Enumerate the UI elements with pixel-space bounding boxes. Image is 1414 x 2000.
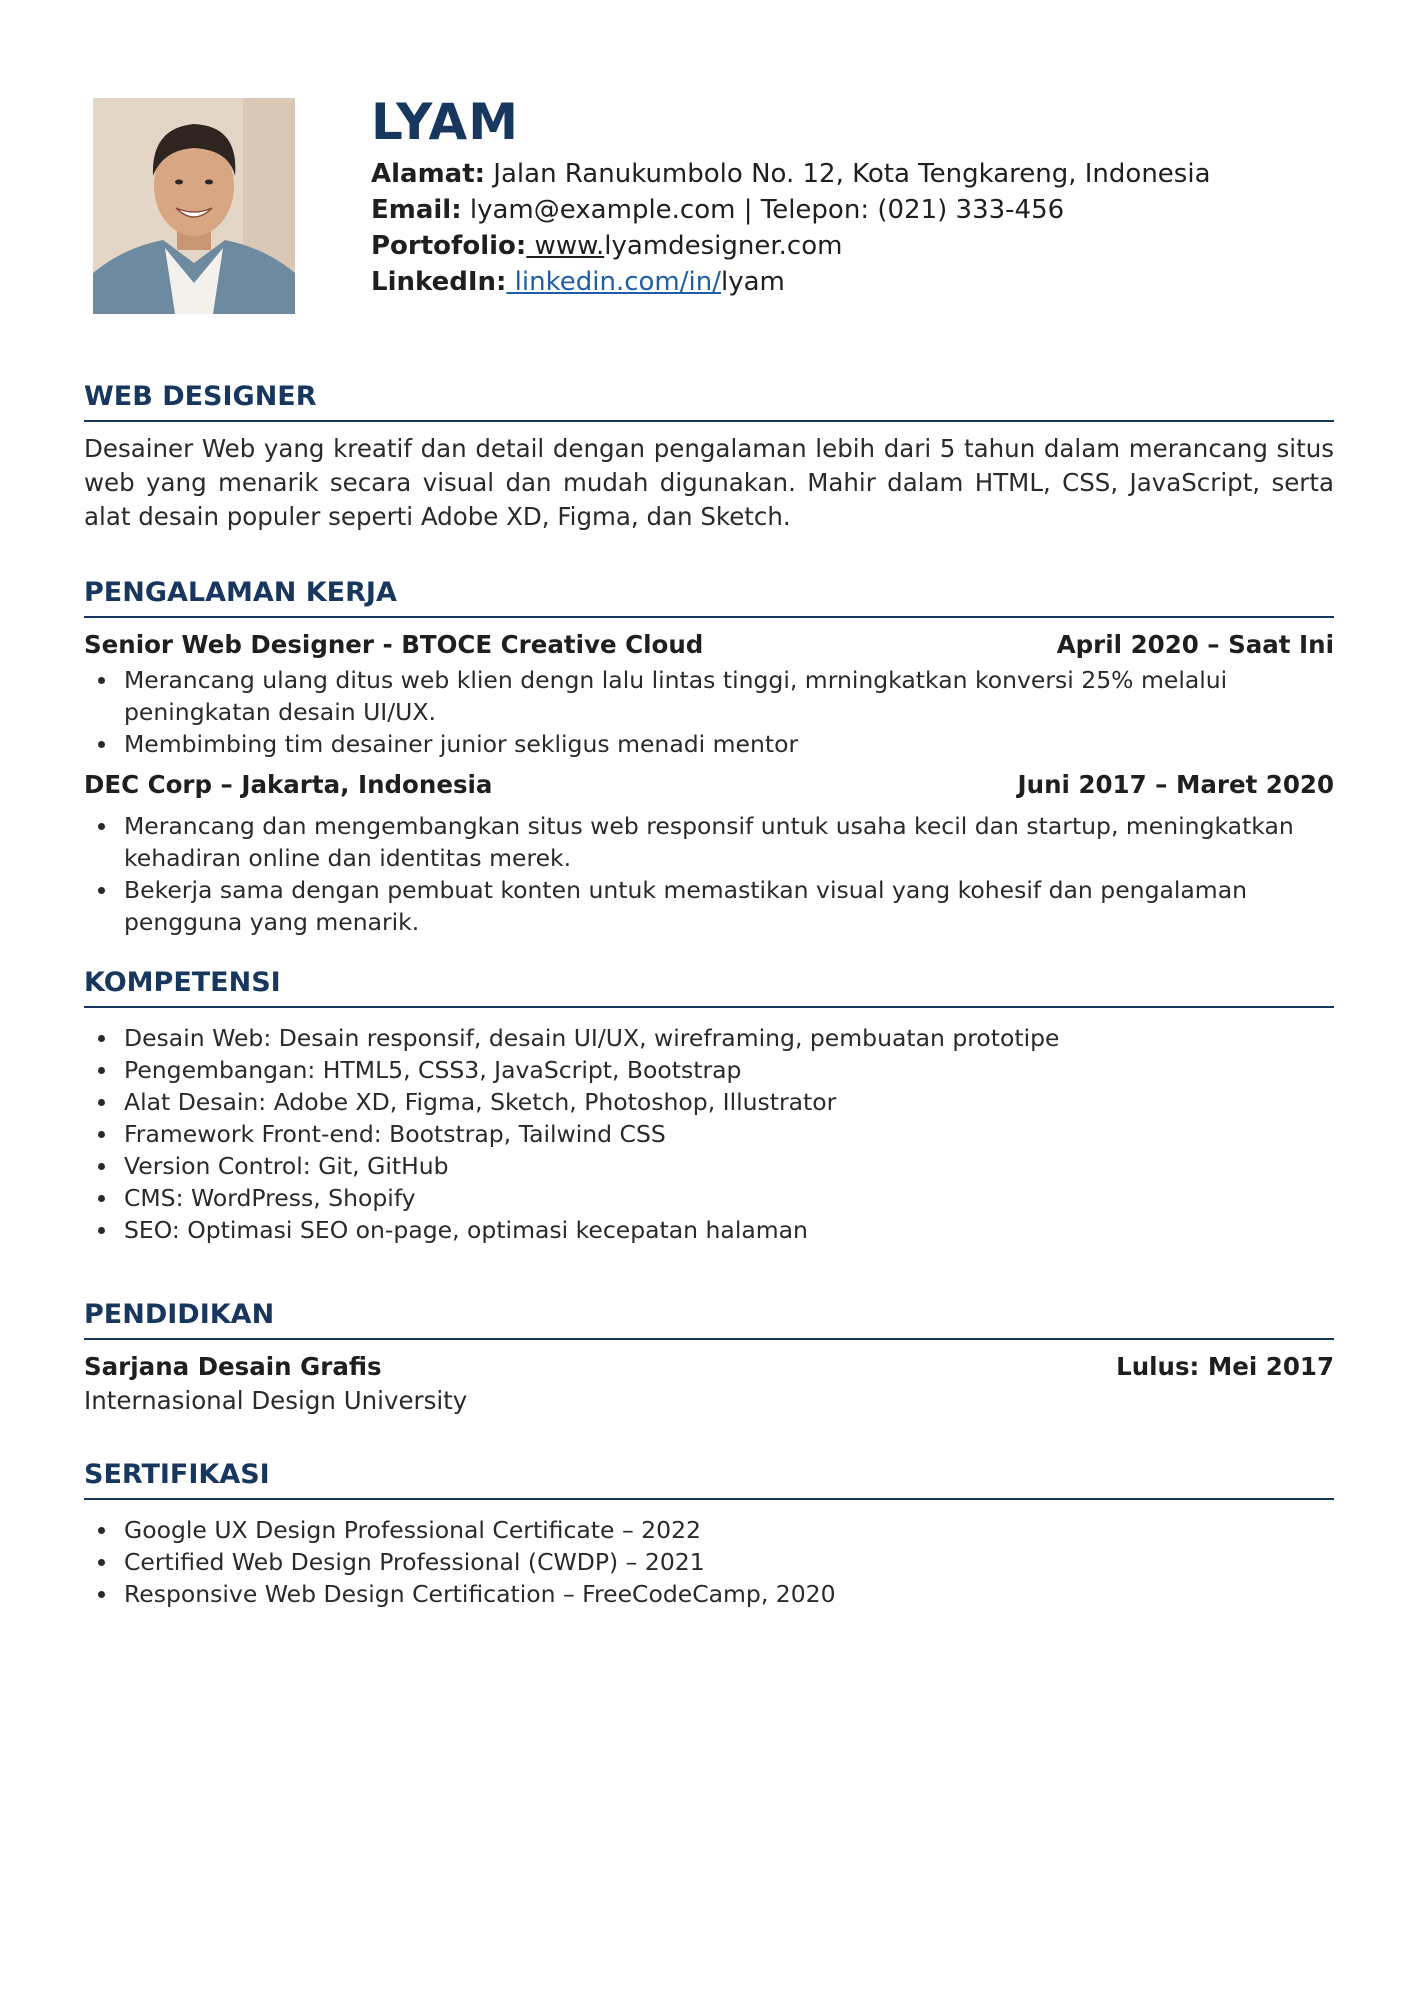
school-name: Internasional Design University bbox=[84, 1386, 468, 1415]
portfolio-domain: lyamdesigner.com bbox=[604, 231, 843, 261]
profile-photo bbox=[93, 98, 295, 314]
list-item: Membimbing tim desainer junior sekligus menadi mentor bbox=[84, 728, 1334, 760]
job-date: April 2020 – Saat Ini bbox=[1056, 630, 1334, 659]
list-item: Desain Web: Desain responsif, desain UI/UX, wireframing, pembuatan prototipe bbox=[84, 1022, 1334, 1054]
education-title: PENDIDIKAN bbox=[84, 1296, 1334, 1340]
job-bullets bbox=[84, 664, 1334, 760]
list-item: Framework Front-end: Bootstrap, Tailwind CSS bbox=[84, 1118, 1334, 1150]
linkedin-label: LinkedIn: bbox=[371, 267, 507, 297]
portfolio-link[interactable]: www. bbox=[526, 231, 605, 261]
summary-text: Desainer Web yang kreatif dan detail dengan pengalaman lebih dari 5 tahun dalam merancang situs web yang menarik secara visual dan mudah digunakan. Mahir dalam HTML, CSS, JavaScript, serta alat desain populer seperti Adobe XD, Figma, dan Sketch. bbox=[84, 434, 1334, 531]
portfolio-label: Portofolio: bbox=[371, 231, 527, 261]
linkedin-link[interactable]: linkedin.com/in/ bbox=[506, 267, 721, 297]
summary-title: WEB DESIGNER bbox=[84, 378, 1334, 422]
address-label: Alamat: bbox=[371, 159, 486, 189]
skills-section bbox=[84, 964, 1334, 1246]
skills-title: KOMPETENSI bbox=[84, 964, 1334, 1008]
list-item: CMS: WordPress, Shopify bbox=[84, 1182, 1334, 1214]
certifications-section bbox=[84, 1456, 1334, 1610]
portfolio-line bbox=[371, 228, 1331, 264]
job-header bbox=[84, 768, 1334, 802]
list-item: SEO: Optimasi SEO on-page, optimasi kecepatan halaman bbox=[84, 1214, 1334, 1246]
certifications-title: SERTIFIKASI bbox=[84, 1456, 1334, 1500]
list-item: Alat Desain: Adobe XD, Figma, Sketch, Photoshop, Illustrator bbox=[84, 1086, 1334, 1118]
skills-list bbox=[84, 1022, 1334, 1246]
job-entry bbox=[84, 628, 1334, 760]
email-phone-line bbox=[371, 192, 1331, 228]
email-phone-value: lyam@example.com | Telepon: (021) 333-456 bbox=[461, 195, 1065, 225]
profile-photo-illustration bbox=[93, 98, 295, 314]
list-item: Merancang dan mengembangkan situs web responsif untuk usaha kecil dan startup, meningkatkan kehadiran online dan identitas merek. bbox=[84, 810, 1334, 874]
list-item: Responsive Web Design Certification – FreeCodeCamp, 2020 bbox=[84, 1578, 1334, 1610]
linkedin-line bbox=[371, 264, 1331, 300]
list-item: Certified Web Design Professional (CWDP) – 2021 bbox=[84, 1546, 1334, 1578]
address-line bbox=[371, 156, 1331, 192]
list-item: Pengembangan: HTML5, CSS3, JavaScript, Bootstrap bbox=[84, 1054, 1334, 1086]
address-value: Jalan Ranukumbolo No. 12, Kota Tengkareng, Indonesia bbox=[485, 159, 1211, 189]
job-date: Juni 2017 – Maret 2020 bbox=[1017, 770, 1334, 799]
job-header bbox=[84, 628, 1334, 662]
graduation-date: Lulus: Mei 2017 bbox=[1116, 1352, 1334, 1381]
list-item: Merancang ulang ditus web klien dengn lalu lintas tinggi, mrningkatkan konversi 25% melalui peningkatan desain UI/UX. bbox=[84, 664, 1334, 728]
resume-body bbox=[84, 378, 1334, 1618]
email-label: Email: bbox=[371, 195, 462, 225]
certifications-list bbox=[84, 1514, 1334, 1610]
summary-section bbox=[84, 378, 1334, 534]
job-entry bbox=[84, 768, 1334, 938]
experience-section bbox=[84, 574, 1334, 938]
experience-title: PENGALAMAN KERJA bbox=[84, 574, 1334, 618]
list-item: Bekerja sama dengan pembuat konten untuk memastikan visual yang kohesif dan pengalaman pengguna yang menarik. bbox=[84, 874, 1334, 938]
resume-header bbox=[371, 92, 1331, 300]
linkedin-username: lyam bbox=[720, 267, 785, 297]
job-role: Senior Web Designer - BTOCE Creative Cloud bbox=[84, 630, 704, 659]
education-header bbox=[84, 1350, 1334, 1384]
list-item: Google UX Design Professional Certificate – 2022 bbox=[84, 1514, 1334, 1546]
job-role: DEC Corp – Jakarta, Indonesia bbox=[84, 770, 493, 799]
list-item: Version Control: Git, GitHub bbox=[84, 1150, 1334, 1182]
candidate-name: LYAM bbox=[371, 93, 519, 151]
degree-name: Sarjana Desain Grafis bbox=[84, 1352, 382, 1381]
job-bullets bbox=[84, 810, 1334, 938]
education-section bbox=[84, 1296, 1334, 1418]
